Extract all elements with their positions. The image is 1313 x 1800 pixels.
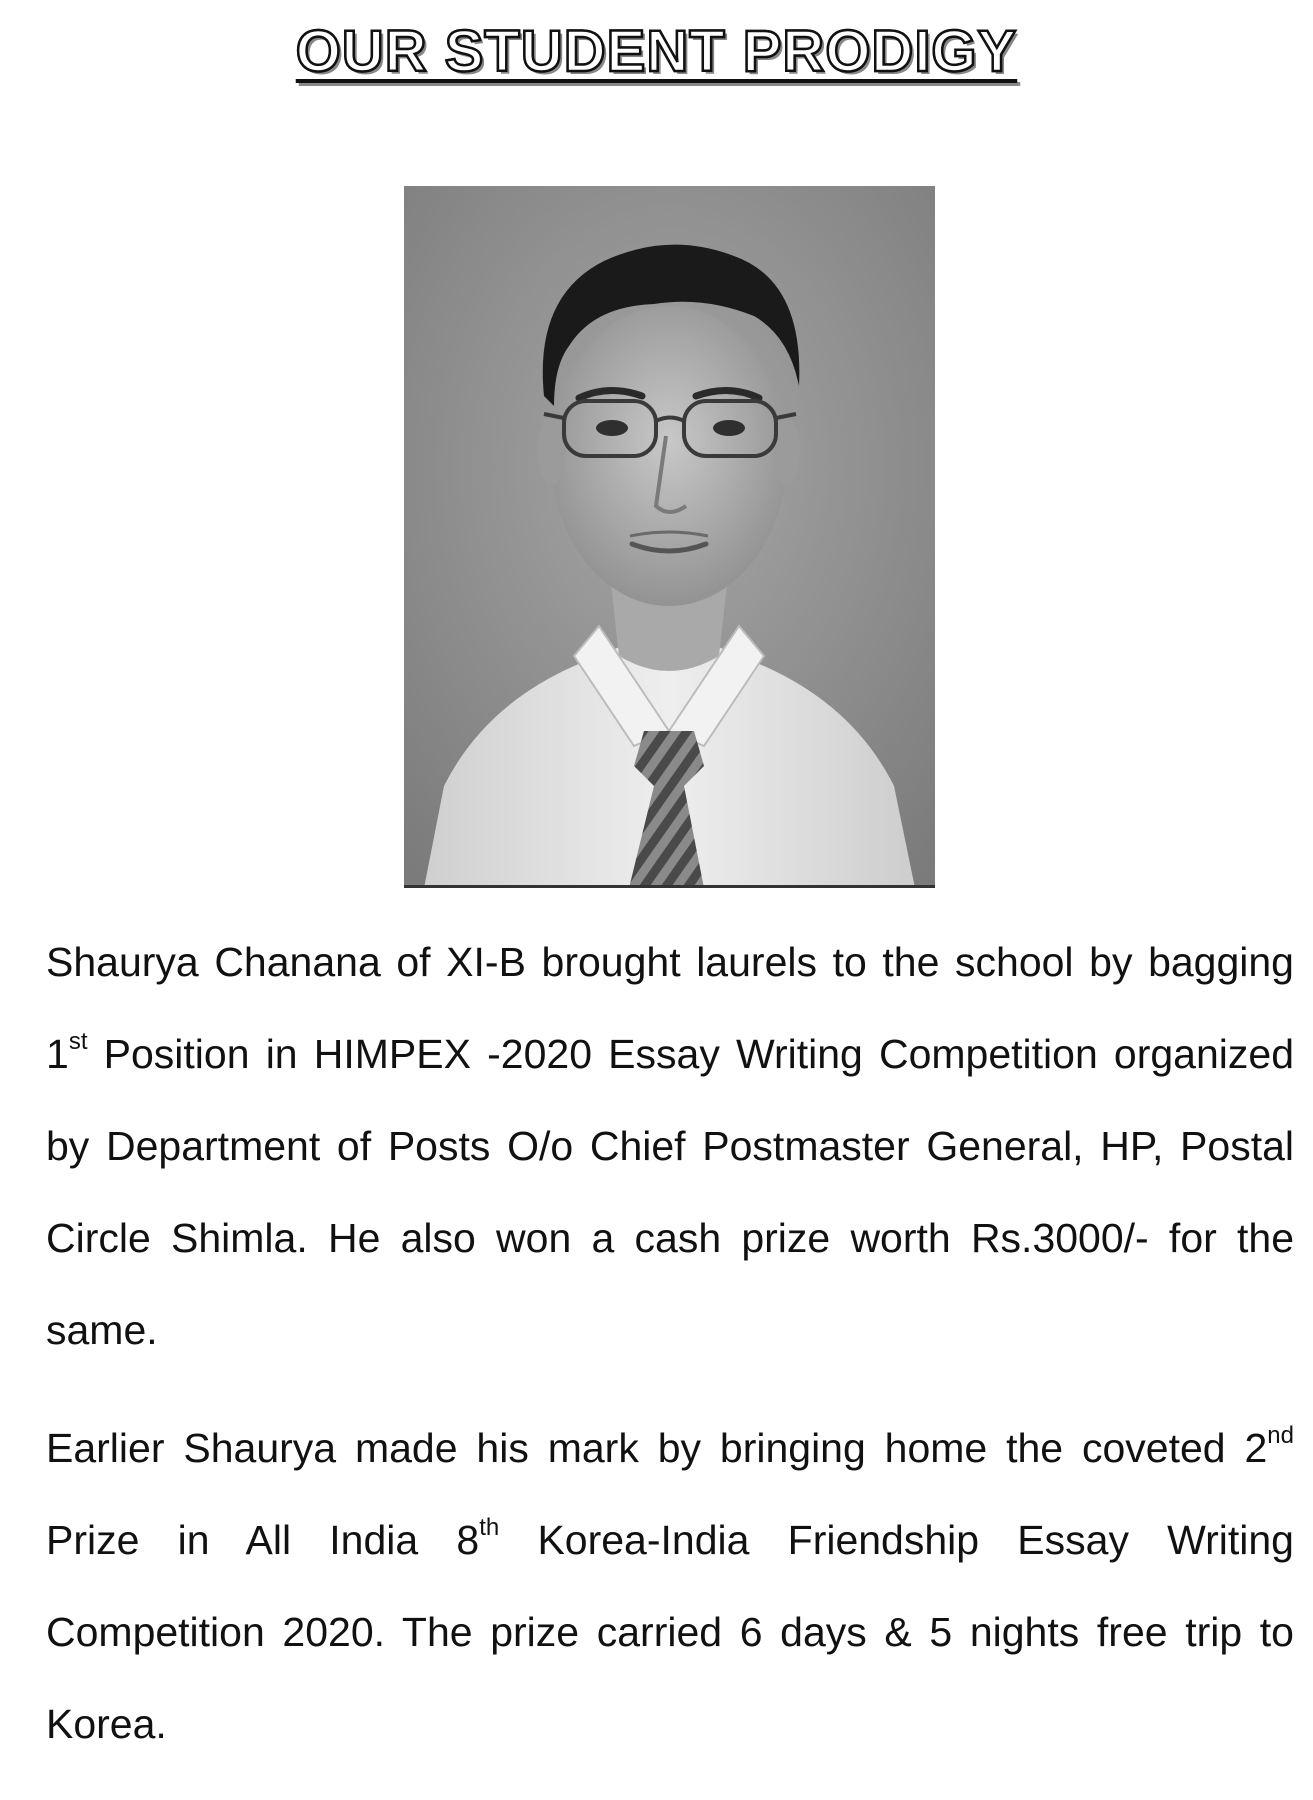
superscript-st: st: [68, 1028, 88, 1056]
superscript-th: th: [479, 1514, 500, 1542]
achievement-paragraph-2: [46, 1402, 1294, 1770]
paragraph-2-text-c: Korea-India Friendship Essay Writing Competition 2020. The prize carried 6 days & 5 nights free trip to Korea.: [46, 1517, 1294, 1747]
student-portrait-icon: [404, 186, 935, 888]
paragraph-2-text-b: Prize in All India 8: [46, 1517, 480, 1563]
paragraph-1-text-a: Shaurya Chanana of XI-B brought laurels to the school by bagging 1: [46, 939, 1294, 1077]
student-photo: [404, 186, 935, 888]
paragraph-2-text-a: Earlier Shaurya made his mark by bringing home the coveted 2: [46, 1425, 1268, 1471]
superscript-nd: nd: [1267, 1422, 1294, 1450]
achievement-paragraph-1: [46, 916, 1294, 1376]
paragraph-1-text-b: Position in HIMPEX -2020 Essay Writing Competition organized by Department of Posts O/o Chief Postmaster General, HP, Postal Circle Shimla. He also won a cash prize worth Rs.3000/- for the same.: [46, 1031, 1294, 1353]
page-title: OUR STUDENT PRODIGY: [295, 19, 1018, 84]
